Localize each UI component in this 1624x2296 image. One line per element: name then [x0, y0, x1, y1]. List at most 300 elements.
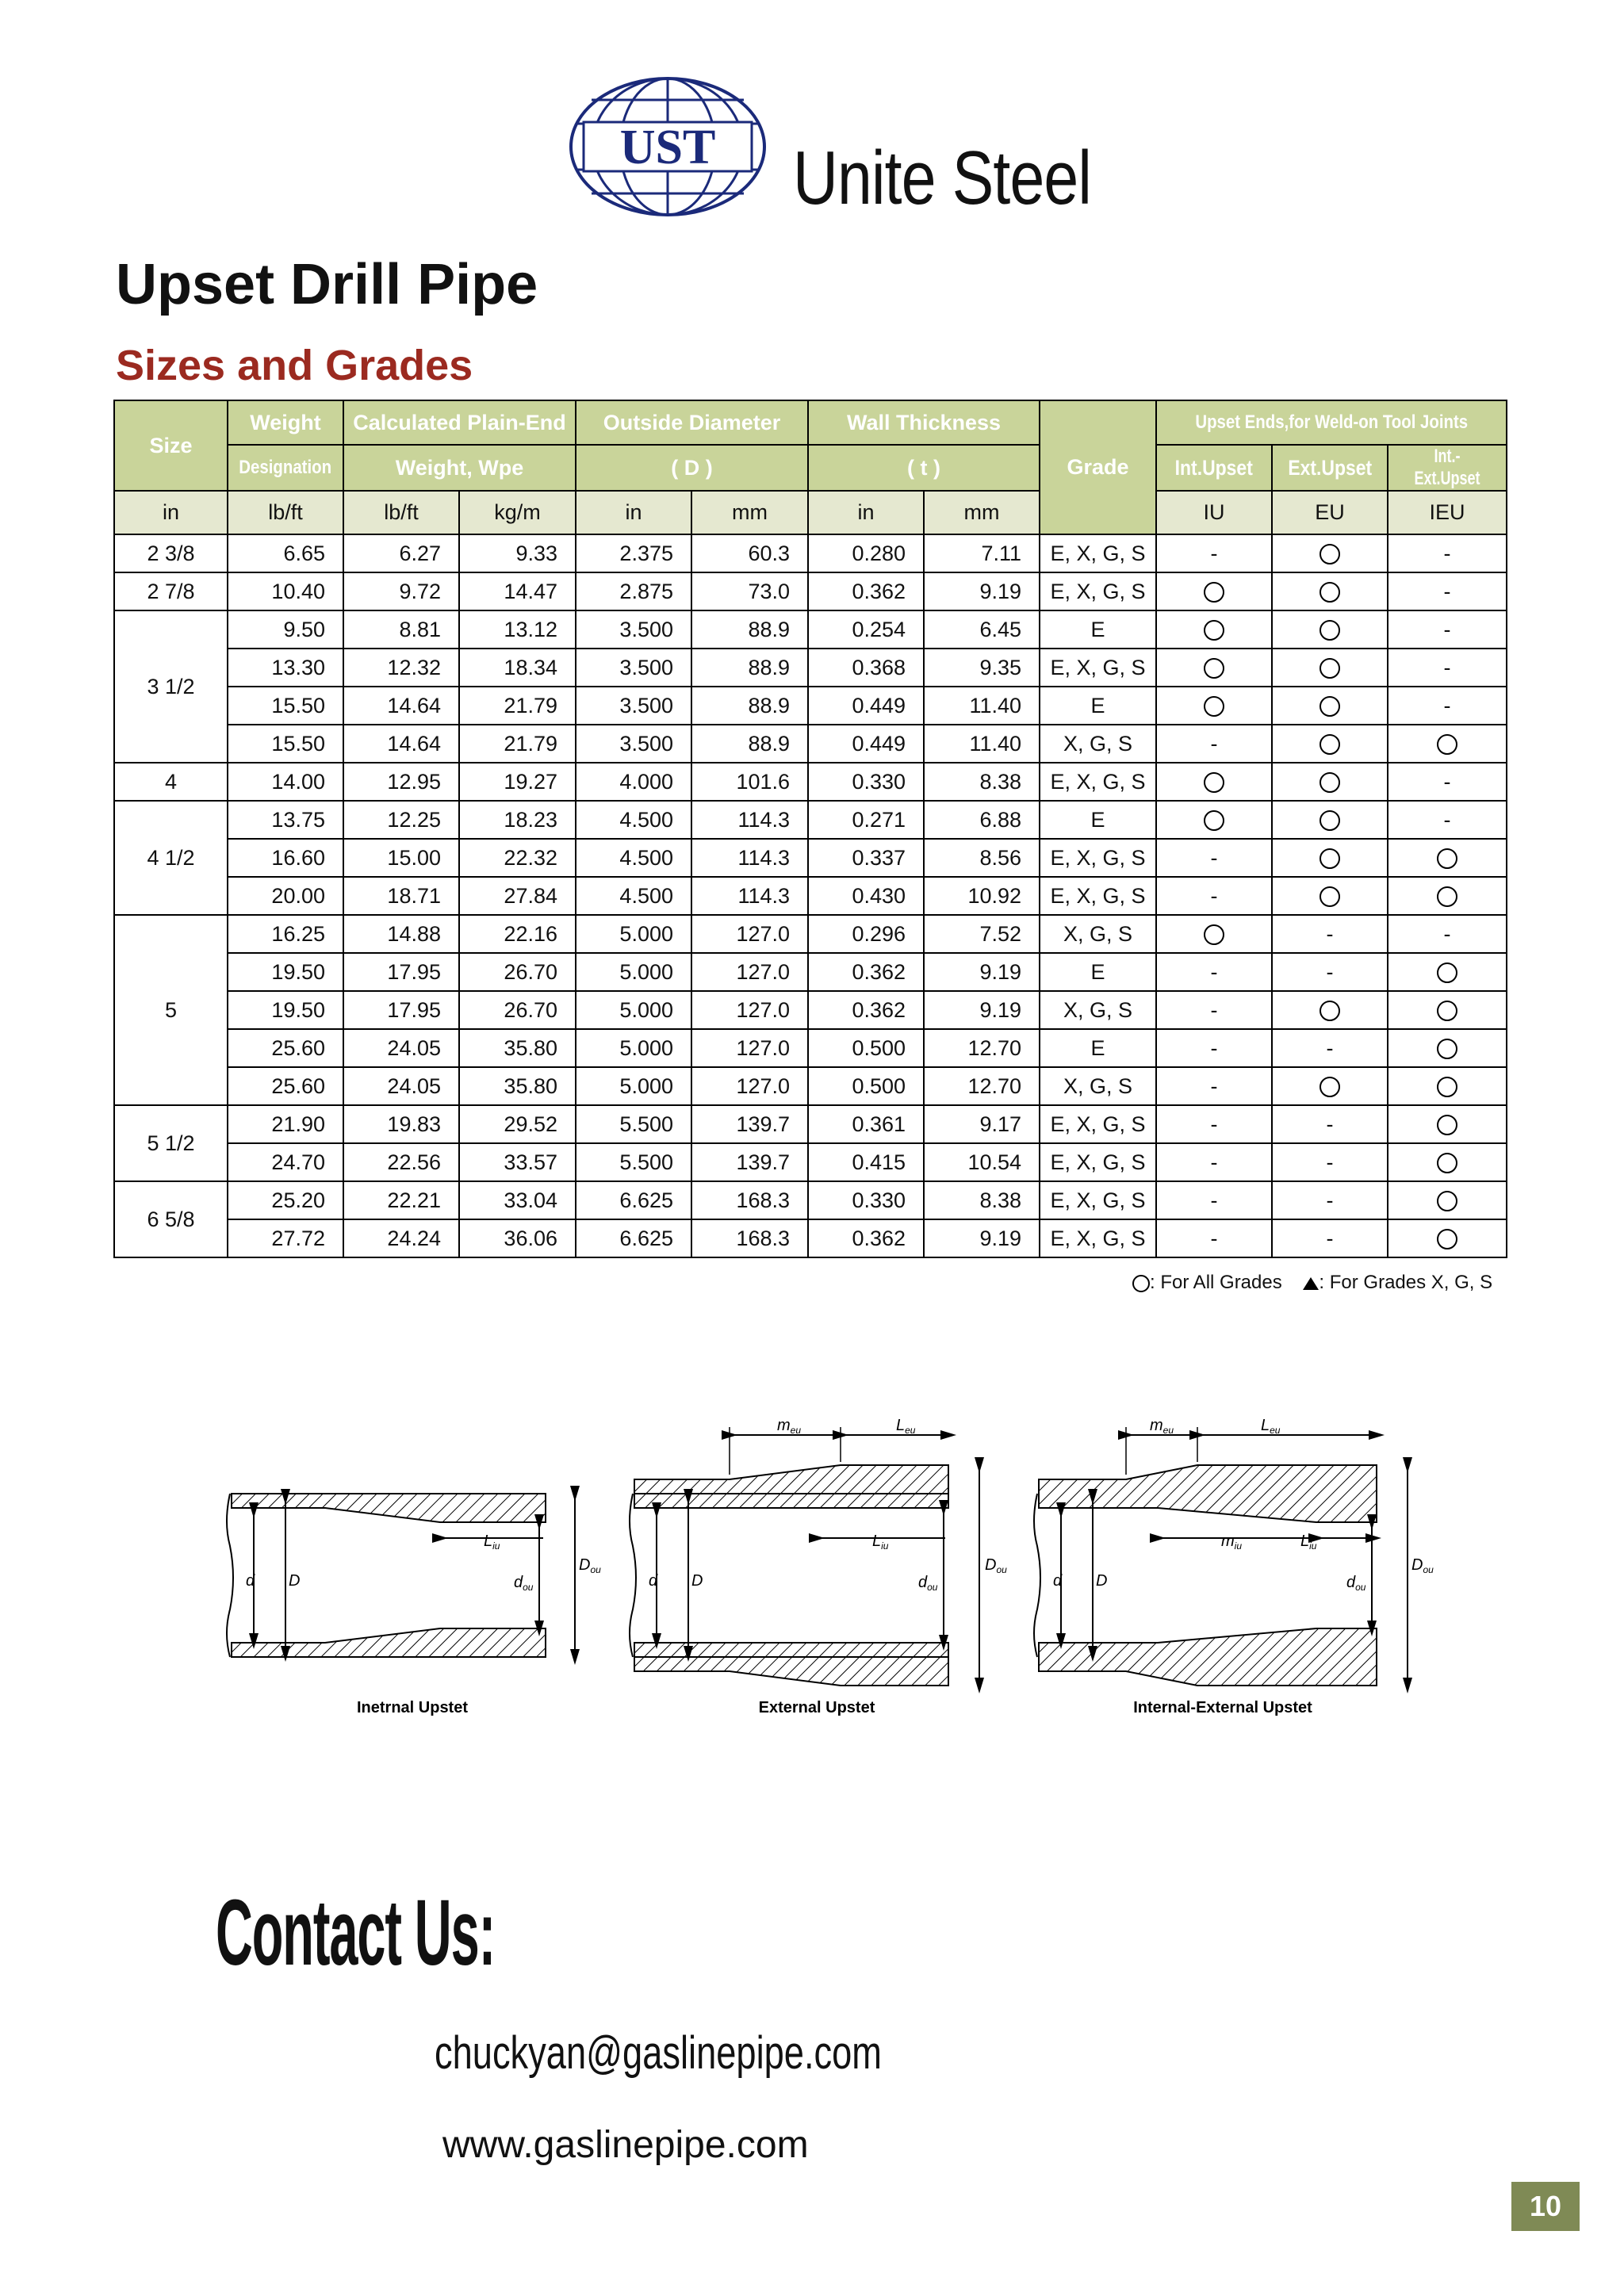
circle-icon — [1320, 620, 1340, 641]
dash-mark: - — [1210, 845, 1218, 870]
value-cell: 27.72 — [228, 1219, 343, 1257]
caption-external: External Upstet — [758, 1699, 875, 1716]
upset-cell — [1272, 801, 1388, 839]
table-row — [114, 801, 1507, 839]
upset-cell — [1272, 572, 1388, 610]
value-cell: 22.21 — [343, 1181, 459, 1219]
circle-icon — [1320, 544, 1340, 564]
label-d-ou: $d_{ou}$ — [514, 1574, 534, 1593]
grade-cell: X, G, S — [1040, 725, 1156, 763]
value-cell: 5.500 — [576, 1143, 691, 1181]
upset-cell — [1388, 1029, 1507, 1067]
circle-icon — [1132, 1275, 1150, 1292]
dash-mark: - — [1326, 1112, 1334, 1136]
value-cell: 6.625 — [576, 1219, 691, 1257]
header-designation: Designation — [228, 445, 343, 491]
value-cell: 9.17 — [924, 1105, 1040, 1143]
label-m: $m_{eu}$ — [777, 1419, 802, 1436]
header-wpe: Weight, Wpe — [343, 445, 576, 491]
value-cell: 88.9 — [691, 649, 808, 687]
label-L: $L_{eu}$ — [896, 1419, 916, 1436]
value-cell: 6.45 — [924, 610, 1040, 649]
table-row — [114, 610, 1507, 649]
value-cell: 0.296 — [808, 915, 924, 953]
value-cell: 0.280 — [808, 534, 924, 572]
circle-icon — [1204, 582, 1224, 603]
grade-cell: X, G, S — [1040, 1067, 1156, 1105]
upset-cell — [1388, 1181, 1507, 1219]
label-L: $L_{iu}$ — [1300, 1533, 1317, 1552]
label-D-ou: $D_{ou}$ — [1411, 1556, 1434, 1575]
label-d: d — [246, 1572, 255, 1590]
upset-cell — [1272, 877, 1388, 915]
upset-cell — [1272, 991, 1388, 1029]
value-cell: 0.254 — [808, 610, 924, 649]
value-cell: 29.52 — [459, 1105, 576, 1143]
value-cell: 10.92 — [924, 877, 1040, 915]
value-cell: 8.38 — [924, 763, 1040, 801]
upset-cell — [1388, 839, 1507, 877]
unit-cell: in — [576, 491, 691, 534]
circle-icon — [1204, 658, 1224, 679]
grade-cell: E, X, G, S — [1040, 1105, 1156, 1143]
value-cell: 9.19 — [924, 991, 1040, 1029]
grade-cell: E, X, G, S — [1040, 839, 1156, 877]
dash-mark: - — [1210, 731, 1218, 756]
upset-cell — [1156, 1105, 1272, 1143]
upset-cell — [1388, 610, 1507, 649]
logo-text: UST — [619, 121, 716, 174]
upset-cell — [1156, 610, 1272, 649]
table-row — [114, 1181, 1507, 1219]
upset-cell — [1272, 1105, 1388, 1143]
value-cell: 4.500 — [576, 839, 691, 877]
value-cell: 0.337 — [808, 839, 924, 877]
dash-mark: - — [1210, 883, 1218, 908]
circle-icon — [1437, 1077, 1457, 1097]
circle-icon — [1437, 1229, 1457, 1249]
header-weight: Weight — [228, 400, 343, 445]
value-cell: 114.3 — [691, 839, 808, 877]
value-cell: 27.84 — [459, 877, 576, 915]
table-row — [114, 1143, 1507, 1181]
value-cell: 0.362 — [808, 953, 924, 991]
value-cell: 101.6 — [691, 763, 808, 801]
table-body — [114, 534, 1507, 1257]
table-row — [114, 725, 1507, 763]
circle-icon — [1437, 1153, 1457, 1173]
value-cell: 24.05 — [343, 1029, 459, 1067]
value-cell: 25.60 — [228, 1067, 343, 1105]
circle-icon — [1437, 1001, 1457, 1021]
dash-mark: - — [1210, 1226, 1218, 1250]
label-D-ou: $D_{ou}$ — [985, 1556, 1007, 1575]
value-cell: 26.70 — [459, 991, 576, 1029]
value-cell: 10.40 — [228, 572, 343, 610]
grade-cell: E — [1040, 610, 1156, 649]
upset-cell — [1156, 572, 1272, 610]
grade-cell: E — [1040, 801, 1156, 839]
caption-int-ext: Internal-External Upstet — [1133, 1699, 1312, 1716]
unit-cell: in — [808, 491, 924, 534]
value-cell: 7.11 — [924, 534, 1040, 572]
upset-cell — [1388, 572, 1507, 610]
dash-mark: - — [1326, 1188, 1334, 1212]
upset-cell — [1272, 687, 1388, 725]
unit-cell: mm — [924, 491, 1040, 534]
dash-mark: - — [1443, 617, 1451, 641]
value-cell: 35.80 — [459, 1067, 576, 1105]
size-cell: 5 1/2 — [114, 1105, 228, 1181]
contact-title: Contact Us: — [216, 1881, 496, 1985]
value-cell: 0.330 — [808, 763, 924, 801]
value-cell: 36.06 — [459, 1219, 576, 1257]
value-cell: 22.32 — [459, 839, 576, 877]
grade-cell: E, X, G, S — [1040, 572, 1156, 610]
dash-mark: - — [1443, 655, 1451, 679]
label-L: $L_{eu}$ — [1261, 1419, 1281, 1436]
header-size: Size — [114, 400, 228, 491]
circle-icon — [1204, 620, 1224, 641]
triangle-icon — [1303, 1277, 1319, 1290]
table-row — [114, 534, 1507, 572]
unit-cell: IEU — [1388, 491, 1507, 534]
value-cell: 15.00 — [343, 839, 459, 877]
value-cell: 25.20 — [228, 1181, 343, 1219]
upset-cell — [1272, 953, 1388, 991]
grade-cell: E, X, G, S — [1040, 1143, 1156, 1181]
value-cell: 8.56 — [924, 839, 1040, 877]
dash-mark: - — [1210, 997, 1218, 1022]
dash-mark: - — [1326, 1035, 1334, 1060]
upset-cell — [1156, 877, 1272, 915]
upset-cell — [1272, 1029, 1388, 1067]
dash-mark: - — [1443, 807, 1451, 832]
label-d: d — [1053, 1572, 1063, 1590]
value-cell: 13.30 — [228, 649, 343, 687]
table-row — [114, 572, 1507, 610]
contact-email[interactable]: chuckyan@gaslinepipe.com — [435, 2027, 882, 2079]
circle-icon — [1437, 1039, 1457, 1059]
value-cell: 11.40 — [924, 687, 1040, 725]
value-cell: 6.625 — [576, 1181, 691, 1219]
value-cell: 13.12 — [459, 610, 576, 649]
upset-cell — [1388, 687, 1507, 725]
dash-mark: - — [1443, 579, 1451, 603]
value-cell: 33.57 — [459, 1143, 576, 1181]
grade-cell: E — [1040, 687, 1156, 725]
value-cell: 73.0 — [691, 572, 808, 610]
value-cell: 0.368 — [808, 649, 924, 687]
value-cell: 0.449 — [808, 687, 924, 725]
value-cell: 14.64 — [343, 687, 459, 725]
table-row — [114, 991, 1507, 1029]
value-cell: 20.00 — [228, 877, 343, 915]
external-upset-diagram — [630, 1419, 1007, 1716]
contact-website[interactable]: www.gaslinepipe.com — [442, 2124, 809, 2166]
value-cell: 16.25 — [228, 915, 343, 953]
upset-cell — [1156, 1219, 1272, 1257]
value-cell: 25.60 — [228, 1029, 343, 1067]
grade-cell: X, G, S — [1040, 991, 1156, 1029]
page-title: Upset Drill Pipe — [116, 253, 538, 316]
grade-cell: E, X, G, S — [1040, 649, 1156, 687]
circle-icon — [1320, 848, 1340, 869]
value-cell: 88.9 — [691, 610, 808, 649]
value-cell: 9.19 — [924, 1219, 1040, 1257]
upset-cell — [1156, 1067, 1272, 1105]
value-cell: 3.500 — [576, 649, 691, 687]
dash-mark: - — [1210, 1073, 1218, 1098]
value-cell: 9.33 — [459, 534, 576, 572]
value-cell: 88.9 — [691, 725, 808, 763]
dash-mark: - — [1210, 959, 1218, 984]
value-cell: 12.32 — [343, 649, 459, 687]
upset-cell — [1272, 763, 1388, 801]
header-outside-diameter: Outside Diameter — [576, 400, 808, 445]
header-grade: Grade — [1040, 400, 1156, 534]
value-cell: 15.50 — [228, 725, 343, 763]
grade-cell: E — [1040, 1029, 1156, 1067]
upset-cell — [1272, 649, 1388, 687]
unit-cell: lb/ft — [228, 491, 343, 534]
table-row — [114, 1029, 1507, 1067]
label-d-ou: $d_{ou}$ — [918, 1574, 938, 1593]
circle-icon — [1437, 734, 1457, 755]
circle-icon — [1204, 810, 1224, 831]
legend-circle-text: : For All Grades — [1150, 1272, 1282, 1293]
value-cell: 22.56 — [343, 1143, 459, 1181]
upset-cell — [1156, 801, 1272, 839]
grade-cell: X, G, S — [1040, 915, 1156, 953]
upset-cell — [1156, 725, 1272, 763]
value-cell: 5.000 — [576, 1029, 691, 1067]
upset-cell — [1156, 953, 1272, 991]
value-cell: 0.361 — [808, 1105, 924, 1143]
value-cell: 24.05 — [343, 1067, 459, 1105]
value-cell: 6.88 — [924, 801, 1040, 839]
value-cell: 6.65 — [228, 534, 343, 572]
table-legend — [1132, 1272, 1492, 1294]
value-cell: 0.362 — [808, 572, 924, 610]
unit-cell: IU — [1156, 491, 1272, 534]
value-cell: 5.000 — [576, 915, 691, 953]
dash-mark: - — [1326, 921, 1334, 946]
label-m: $m_{iu}$ — [1221, 1533, 1243, 1552]
upset-cell — [1156, 534, 1272, 572]
grade-cell: E, X, G, S — [1040, 534, 1156, 572]
circle-icon — [1320, 886, 1340, 907]
upset-cell — [1156, 915, 1272, 953]
value-cell: 9.72 — [343, 572, 459, 610]
value-cell: 3.500 — [576, 610, 691, 649]
size-cell: 4 1/2 — [114, 801, 228, 915]
value-cell: 17.95 — [343, 953, 459, 991]
value-cell: 14.88 — [343, 915, 459, 953]
value-cell: 16.60 — [228, 839, 343, 877]
table-row — [114, 839, 1507, 877]
value-cell: 60.3 — [691, 534, 808, 572]
size-cell: 2 3/8 — [114, 534, 228, 572]
upset-cell — [1388, 801, 1507, 839]
value-cell: 8.81 — [343, 610, 459, 649]
circle-icon — [1204, 696, 1224, 717]
circle-icon — [1320, 658, 1340, 679]
value-cell: 24.70 — [228, 1143, 343, 1181]
value-cell: 5.000 — [576, 953, 691, 991]
upset-cell — [1272, 839, 1388, 877]
circle-icon — [1437, 1191, 1457, 1211]
size-cell: 3 1/2 — [114, 610, 228, 763]
ust-logo — [568, 76, 768, 217]
value-cell: 2.375 — [576, 534, 691, 572]
table-row — [114, 1105, 1507, 1143]
dash-mark: - — [1210, 1035, 1218, 1060]
dash-mark: - — [1326, 1150, 1334, 1174]
value-cell: 127.0 — [691, 953, 808, 991]
upset-cell — [1272, 1143, 1388, 1181]
circle-icon — [1320, 772, 1340, 793]
value-cell: 5.500 — [576, 1105, 691, 1143]
value-cell: 0.362 — [808, 1219, 924, 1257]
value-cell: 0.330 — [808, 1181, 924, 1219]
upset-cell — [1388, 915, 1507, 953]
legend-triangle-text: : For Grades X, G, S — [1319, 1272, 1493, 1293]
internal-external-upset-diagram — [1034, 1419, 1434, 1716]
label-L: $L_{iu}$ — [484, 1533, 500, 1552]
table-row — [114, 915, 1507, 953]
value-cell: 18.71 — [343, 877, 459, 915]
value-cell: 5.000 — [576, 991, 691, 1029]
section-subtitle: Sizes and Grades — [116, 342, 473, 389]
header-upset-ends: Upset Ends,for Weld-on Tool Joints — [1156, 400, 1507, 445]
circle-icon — [1320, 1077, 1340, 1097]
upset-cell — [1156, 687, 1272, 725]
unit-cell: kg/m — [459, 491, 576, 534]
value-cell: 168.3 — [691, 1219, 808, 1257]
value-cell: 0.500 — [808, 1067, 924, 1105]
value-cell: 10.54 — [924, 1143, 1040, 1181]
upset-cell — [1388, 1143, 1507, 1181]
upset-cell — [1272, 915, 1388, 953]
label-D: D — [691, 1572, 703, 1590]
circle-icon — [1320, 810, 1340, 831]
value-cell: 139.7 — [691, 1105, 808, 1143]
header-wt-symbol: ( t ) — [808, 445, 1040, 491]
value-cell: 0.500 — [808, 1029, 924, 1067]
value-cell: 12.70 — [924, 1067, 1040, 1105]
size-cell: 6 5/8 — [114, 1181, 228, 1257]
upset-cell — [1388, 991, 1507, 1029]
upset-diagrams — [222, 1419, 1459, 1736]
value-cell: 9.50 — [228, 610, 343, 649]
dash-mark: - — [1326, 959, 1334, 984]
value-cell: 19.50 — [228, 991, 343, 1029]
value-cell: 114.3 — [691, 877, 808, 915]
grade-cell: E, X, G, S — [1040, 1181, 1156, 1219]
value-cell: 127.0 — [691, 1067, 808, 1105]
upset-cell — [1272, 534, 1388, 572]
upset-cell — [1388, 1067, 1507, 1105]
upset-cell — [1388, 953, 1507, 991]
value-cell: 19.27 — [459, 763, 576, 801]
value-cell: 3.500 — [576, 687, 691, 725]
value-cell: 14.47 — [459, 572, 576, 610]
label-D-ou: $D_{ou}$ — [579, 1556, 601, 1575]
value-cell: 114.3 — [691, 801, 808, 839]
value-cell: 7.52 — [924, 915, 1040, 953]
size-cell: 5 — [114, 915, 228, 1105]
upset-cell — [1156, 991, 1272, 1029]
grade-cell: E, X, G, S — [1040, 1219, 1156, 1257]
value-cell: 2.875 — [576, 572, 691, 610]
header-wall-thickness: Wall Thickness — [808, 400, 1040, 445]
label-L: $L_{iu}$ — [872, 1533, 889, 1552]
upset-cell — [1272, 610, 1388, 649]
unit-cell: lb/ft — [343, 491, 459, 534]
upset-cell — [1272, 1067, 1388, 1105]
circle-icon — [1437, 962, 1457, 983]
value-cell: 12.25 — [343, 801, 459, 839]
header-ext-upset: Ext.Upset — [1272, 445, 1388, 491]
upset-cell — [1272, 1219, 1388, 1257]
upset-cell — [1388, 763, 1507, 801]
dash-mark: - — [1326, 1226, 1334, 1250]
table-row — [114, 877, 1507, 915]
upset-cell — [1156, 763, 1272, 801]
table-row — [114, 649, 1507, 687]
header-int-ext-upset: Int.-Ext.Upset — [1388, 445, 1507, 491]
upset-cell — [1156, 1029, 1272, 1067]
label-d-ou: $d_{ou}$ — [1346, 1574, 1366, 1593]
value-cell: 4.000 — [576, 763, 691, 801]
value-cell: 12.70 — [924, 1029, 1040, 1067]
value-cell: 8.38 — [924, 1181, 1040, 1219]
dash-mark: - — [1210, 1188, 1218, 1212]
value-cell: 33.04 — [459, 1181, 576, 1219]
label-D: D — [289, 1572, 301, 1590]
circle-icon — [1320, 696, 1340, 717]
value-cell: 21.79 — [459, 687, 576, 725]
value-cell: 14.64 — [343, 725, 459, 763]
brand-name: Unite Steel — [793, 136, 1092, 220]
table-row — [114, 1067, 1507, 1105]
upset-cell — [1388, 649, 1507, 687]
table-row — [114, 953, 1507, 991]
upset-cell — [1156, 649, 1272, 687]
dash-mark: - — [1443, 693, 1451, 718]
value-cell: 22.16 — [459, 915, 576, 953]
value-cell: 88.9 — [691, 687, 808, 725]
upset-cell — [1156, 1181, 1272, 1219]
table-row — [114, 1219, 1507, 1257]
unit-cell: in — [114, 491, 228, 534]
dash-mark: - — [1210, 541, 1218, 565]
upset-cell — [1272, 1181, 1388, 1219]
value-cell: 0.449 — [808, 725, 924, 763]
upset-cell — [1388, 725, 1507, 763]
value-cell: 4.500 — [576, 877, 691, 915]
dash-mark: - — [1443, 921, 1451, 946]
circle-icon — [1437, 886, 1457, 907]
value-cell: 14.00 — [228, 763, 343, 801]
circle-icon — [1320, 734, 1340, 755]
size-cell: 4 — [114, 763, 228, 801]
internal-upset-diagram — [227, 1494, 601, 1716]
units-row — [114, 491, 1507, 534]
upset-cell — [1388, 877, 1507, 915]
value-cell: 127.0 — [691, 991, 808, 1029]
